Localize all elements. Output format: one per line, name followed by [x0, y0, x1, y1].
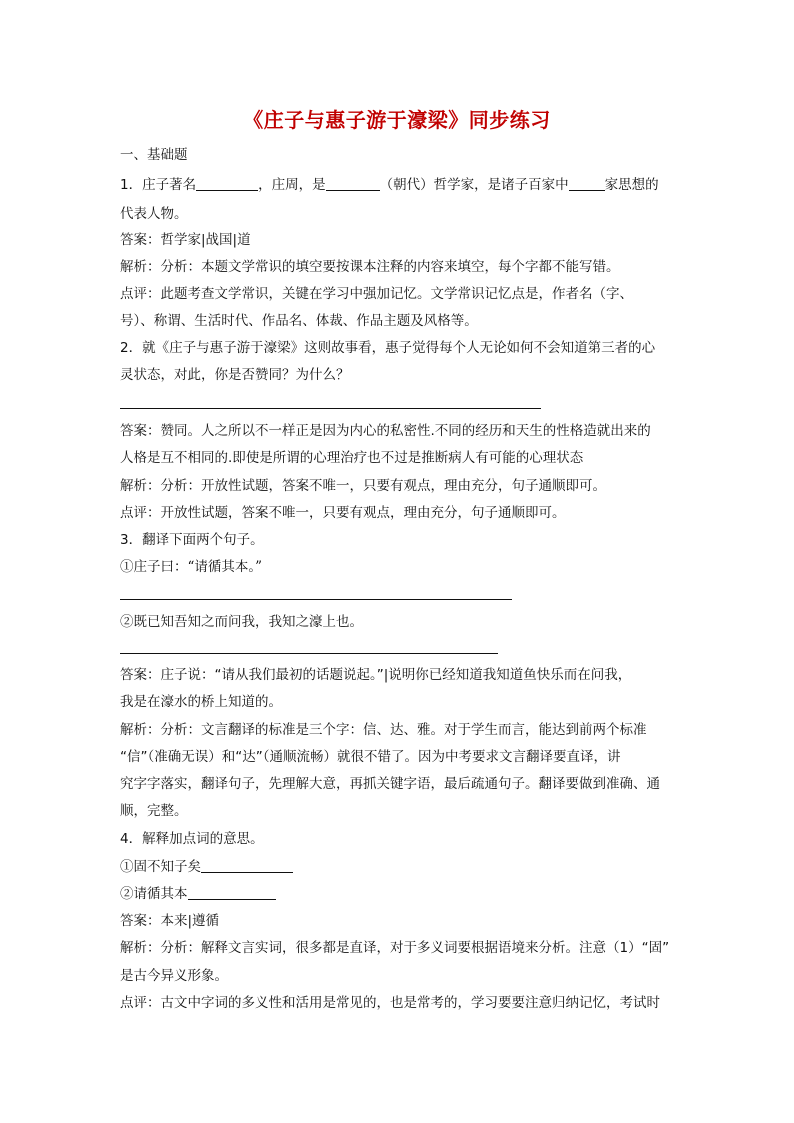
q4-analysis-line1: 解析：分析：解释文言实词，很多都是直译，对于多义词要根据语境来分析。注意（1）“固”: [120, 940, 670, 956]
q1-answer: 答案：哲学家|战国|道: [120, 232, 251, 248]
q4-stem: 4．解释加点词的意思。: [120, 831, 264, 847]
q4-item-2-text: ②请循其本: [120, 886, 188, 902]
q2-answer-line1: 答案：赞同。人之所以不一样正是因为内心的私密性.不同的经历和天生的性格造就出来的: [120, 423, 651, 439]
q4-item-1-blank[interactable]: [201, 858, 293, 873]
q3-analysis-line1: 解析：分析：文言翻译的标准是三个字：信、达、雅。对于学生而言，能达到前两个标准: [120, 722, 647, 738]
q3-analysis-line3: 究字字落实，翻译句子，先理解大意，再抓关键字语，最后疏通句子。翻译要做到准确、通: [120, 776, 660, 792]
q2-comment: 点评：开放性试题，答案不唯一，只要有观点，理由充分，句子通顺即可。: [120, 505, 566, 521]
page-title: 《庄子与惠子游于濠梁》同步练习: [243, 108, 551, 132]
q1-text-part2: ，庄周，是: [258, 177, 326, 193]
q3-item-2: ②既已知吾知之而问我，我知之濠上也。: [120, 614, 363, 630]
q2-stem-line2: 灵状态，对此，你是否赞同？为什么？: [120, 367, 350, 383]
q1-comment-line2: 号）、称谓、生活时代、作品名、体裁、作品主题及风格等。: [120, 313, 478, 329]
q1-text-part3: （朝代）哲学家，是诸子百家中: [379, 177, 569, 193]
section-heading: 一、基础题: [120, 147, 188, 163]
q2-stem-line1: 2．就《庄子与惠子游于濠梁》这则故事看，惠子觉得每个人无论如何不会知道第三者的心: [120, 340, 656, 356]
q1-continuation: 代表人物。: [120, 206, 188, 222]
q3-item-1: ①庄子曰：“请循其本。”: [120, 559, 263, 575]
q1-text-part4: 家思想的: [604, 177, 659, 193]
q4-analysis-line2: 是古今异义形象。: [120, 968, 228, 984]
q1-comment-line1: 点评：此题考查文学常识，关键在学习中强加记忆。文学常识记忆点是，作者名（字、: [120, 286, 633, 302]
q3-answer-line2: 我是在濠水的桥上知道的。: [120, 694, 282, 710]
q3-item-1-answer-line[interactable]: [120, 599, 512, 600]
q2-analysis: 解析：分析：开放性试题，答案不唯一，只要有观点，理由充分，句子通顺即可。: [120, 478, 606, 494]
question-1: [120, 175, 680, 195]
q2-answer-line[interactable]: [120, 408, 541, 409]
q1-analysis: 解析：分析：本题文学常识的填空要按课本注释的内容来填空，每个字都不能写错。: [120, 259, 620, 275]
q1-text-part1: 1．庄子著名: [120, 177, 197, 193]
q4-answer: 答案：本来|遵循: [120, 913, 220, 929]
q4-item-2: [120, 884, 680, 904]
q1-blank-2[interactable]: [326, 176, 380, 191]
q1-blank-1[interactable]: [196, 176, 258, 191]
q4-item-1-text: ①固不知子矣: [120, 859, 201, 875]
q1-blank-3[interactable]: [569, 176, 605, 191]
q4-item-1: [120, 857, 680, 877]
q4-item-2-blank[interactable]: [188, 885, 276, 900]
q4-comment: 点评：古文中字词的多义性和活用是常见的，也是常考的，学习要要注意归纳记忆，考试时: [120, 995, 660, 1011]
q3-stem: 3．翻译下面两个句子。: [120, 532, 264, 548]
q3-analysis-line4: 顺，完整。: [120, 803, 188, 819]
q3-item-2-answer-line[interactable]: [120, 653, 498, 654]
q3-analysis-line2: “信”（准确无误）和“达”（通顺流畅）就很不错了。因为中考要求文言翻译要直译，讲: [120, 749, 621, 765]
q2-answer-line2: 人格是互不相同的.即使是所谓的心理治疗也不过是推断病人有可能的心理状态: [120, 450, 584, 466]
q3-answer-line1: 答案：庄子说：“请从我们最初的话题说起。”|说明你已经知道我知道鱼快乐而在问我，: [120, 667, 632, 683]
